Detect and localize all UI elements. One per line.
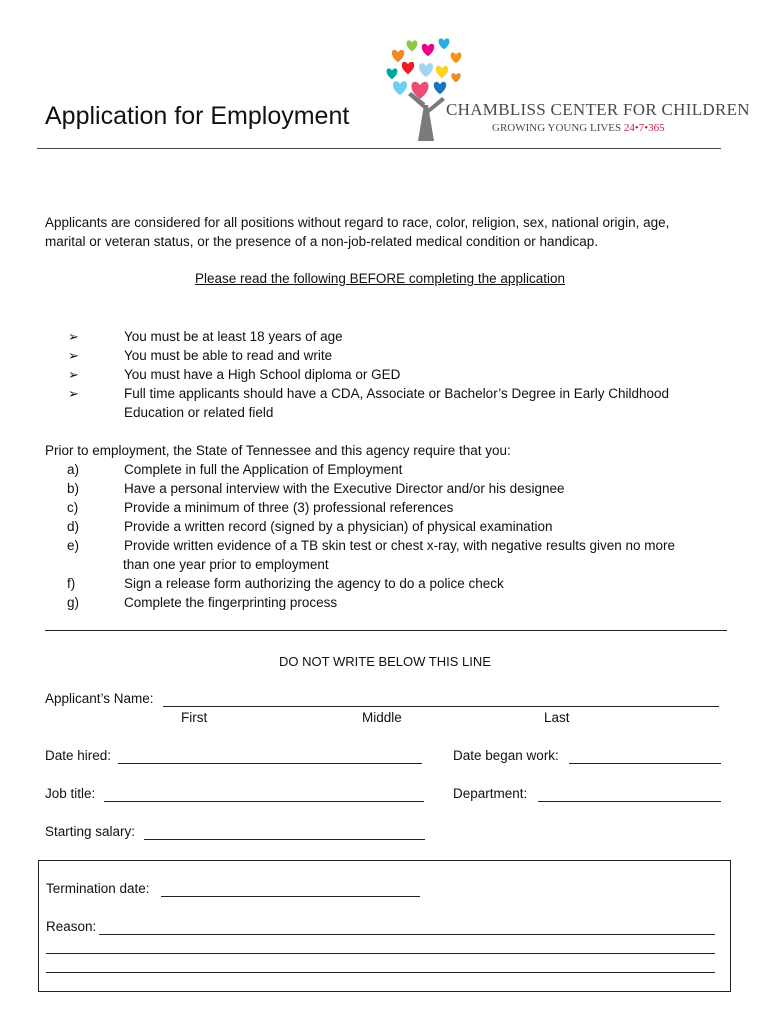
bullet-arrow-icon: ➢ xyxy=(68,348,79,363)
logo-tagline xyxy=(492,122,665,134)
prior-item: Complete the fingerprinting process xyxy=(124,595,338,610)
termination-date-field[interactable] xyxy=(161,896,420,897)
heart-shape xyxy=(451,73,460,82)
starting-salary-field[interactable] xyxy=(144,839,425,840)
reason-field-line-1[interactable] xyxy=(99,934,715,935)
heart-shape xyxy=(402,62,414,74)
reason-label: Reason: xyxy=(46,919,97,934)
job-title-label: Job title: xyxy=(45,786,96,801)
job-title-field[interactable] xyxy=(104,801,424,802)
heart-shape xyxy=(434,82,446,94)
prior-item-continued: than one year prior to employment xyxy=(123,557,329,572)
bullet-arrow-icon: ➢ xyxy=(68,367,79,382)
date-hired-field[interactable] xyxy=(118,763,422,764)
applicant-name-label: Applicant’s Name: xyxy=(45,691,154,706)
heart-shape xyxy=(439,38,450,49)
prior-item: Provide a minimum of three (3) professional references xyxy=(124,500,454,515)
list-letter: b) xyxy=(67,481,80,496)
list-letter: e) xyxy=(67,538,80,553)
requirement-item-continued: Education or related field xyxy=(124,405,274,420)
heart-shape xyxy=(407,40,418,51)
date-hired-label: Date hired: xyxy=(45,748,112,763)
do-not-write-notice: DO NOT WRITE BELOW THIS LINE xyxy=(279,654,491,669)
list-letter: g) xyxy=(67,595,80,610)
department-field[interactable] xyxy=(538,801,721,802)
prior-item: Provide a written record (signed by a physician) of physical examination xyxy=(124,519,553,534)
requirement-item: Full time applicants should have a CDA, Associate or Bachelor’s Degree in Early Childhood xyxy=(124,386,670,401)
cut-line xyxy=(45,630,727,631)
middle-name-caption: Middle xyxy=(362,710,402,725)
heart-shape xyxy=(393,81,407,95)
logo-tagline-text: GROWING YOUNG LIVES xyxy=(492,122,622,134)
heart-shape xyxy=(419,63,433,77)
heart-shape xyxy=(451,52,462,63)
last-name-caption: Last xyxy=(544,710,570,725)
starting-salary-label: Starting salary: xyxy=(45,824,136,839)
department-label: Department: xyxy=(453,786,528,801)
header-divider xyxy=(37,148,721,149)
intro-line-2: marital or veteran status, or the presence of a non-job-related medical condition or handicap. xyxy=(45,234,599,249)
date-began-label: Date began work: xyxy=(453,748,559,763)
requirement-item: You must be able to read and write xyxy=(124,348,333,363)
reason-field-line-2[interactable] xyxy=(46,953,715,954)
prior-item: Have a personal interview with the Executive Director and/or his designee xyxy=(124,481,565,496)
bullet-arrow-icon: ➢ xyxy=(68,386,79,401)
list-letter: f) xyxy=(67,576,76,591)
logo-tagline-numbers: 24•7•365 xyxy=(623,122,665,134)
requirement-item: You must be at least 18 years of age xyxy=(124,329,343,344)
termination-date-label: Termination date: xyxy=(46,881,150,896)
read-before-notice: Please read the following BEFORE completing the application xyxy=(195,271,565,286)
list-letter: d) xyxy=(67,519,80,534)
heart-shape xyxy=(392,50,404,62)
applicant-name-field[interactable] xyxy=(163,706,719,707)
prior-item: Provide written evidence of a TB skin test or chest x-ray, with negative results given no more xyxy=(124,538,676,553)
heart-shape xyxy=(436,66,448,78)
list-letter: c) xyxy=(67,500,79,515)
prior-item: Complete in full the Application of Employment xyxy=(124,462,403,477)
list-letter: a) xyxy=(67,462,80,477)
first-name-caption: First xyxy=(181,710,208,725)
requirement-item: You must have a High School diploma or GED xyxy=(124,367,401,382)
logo-organization-name: CHAMBLISS CENTER FOR CHILDREN xyxy=(446,100,750,119)
prior-item: Sign a release form authorizing the agency to do a police check xyxy=(124,576,504,591)
prior-heading: Prior to employment, the State of Tennessee and this agency require that you: xyxy=(45,443,511,458)
page-title: Application for Employment xyxy=(45,102,350,130)
heart-shape xyxy=(422,44,434,56)
heart-shape xyxy=(387,68,398,79)
bullet-arrow-icon: ➢ xyxy=(68,329,79,344)
date-began-field[interactable] xyxy=(569,763,721,764)
intro-line-1: Applicants are considered for all positions without regard to race, color, religion, sex, national origin, age, xyxy=(45,215,670,230)
reason-field-line-3[interactable] xyxy=(46,972,715,973)
